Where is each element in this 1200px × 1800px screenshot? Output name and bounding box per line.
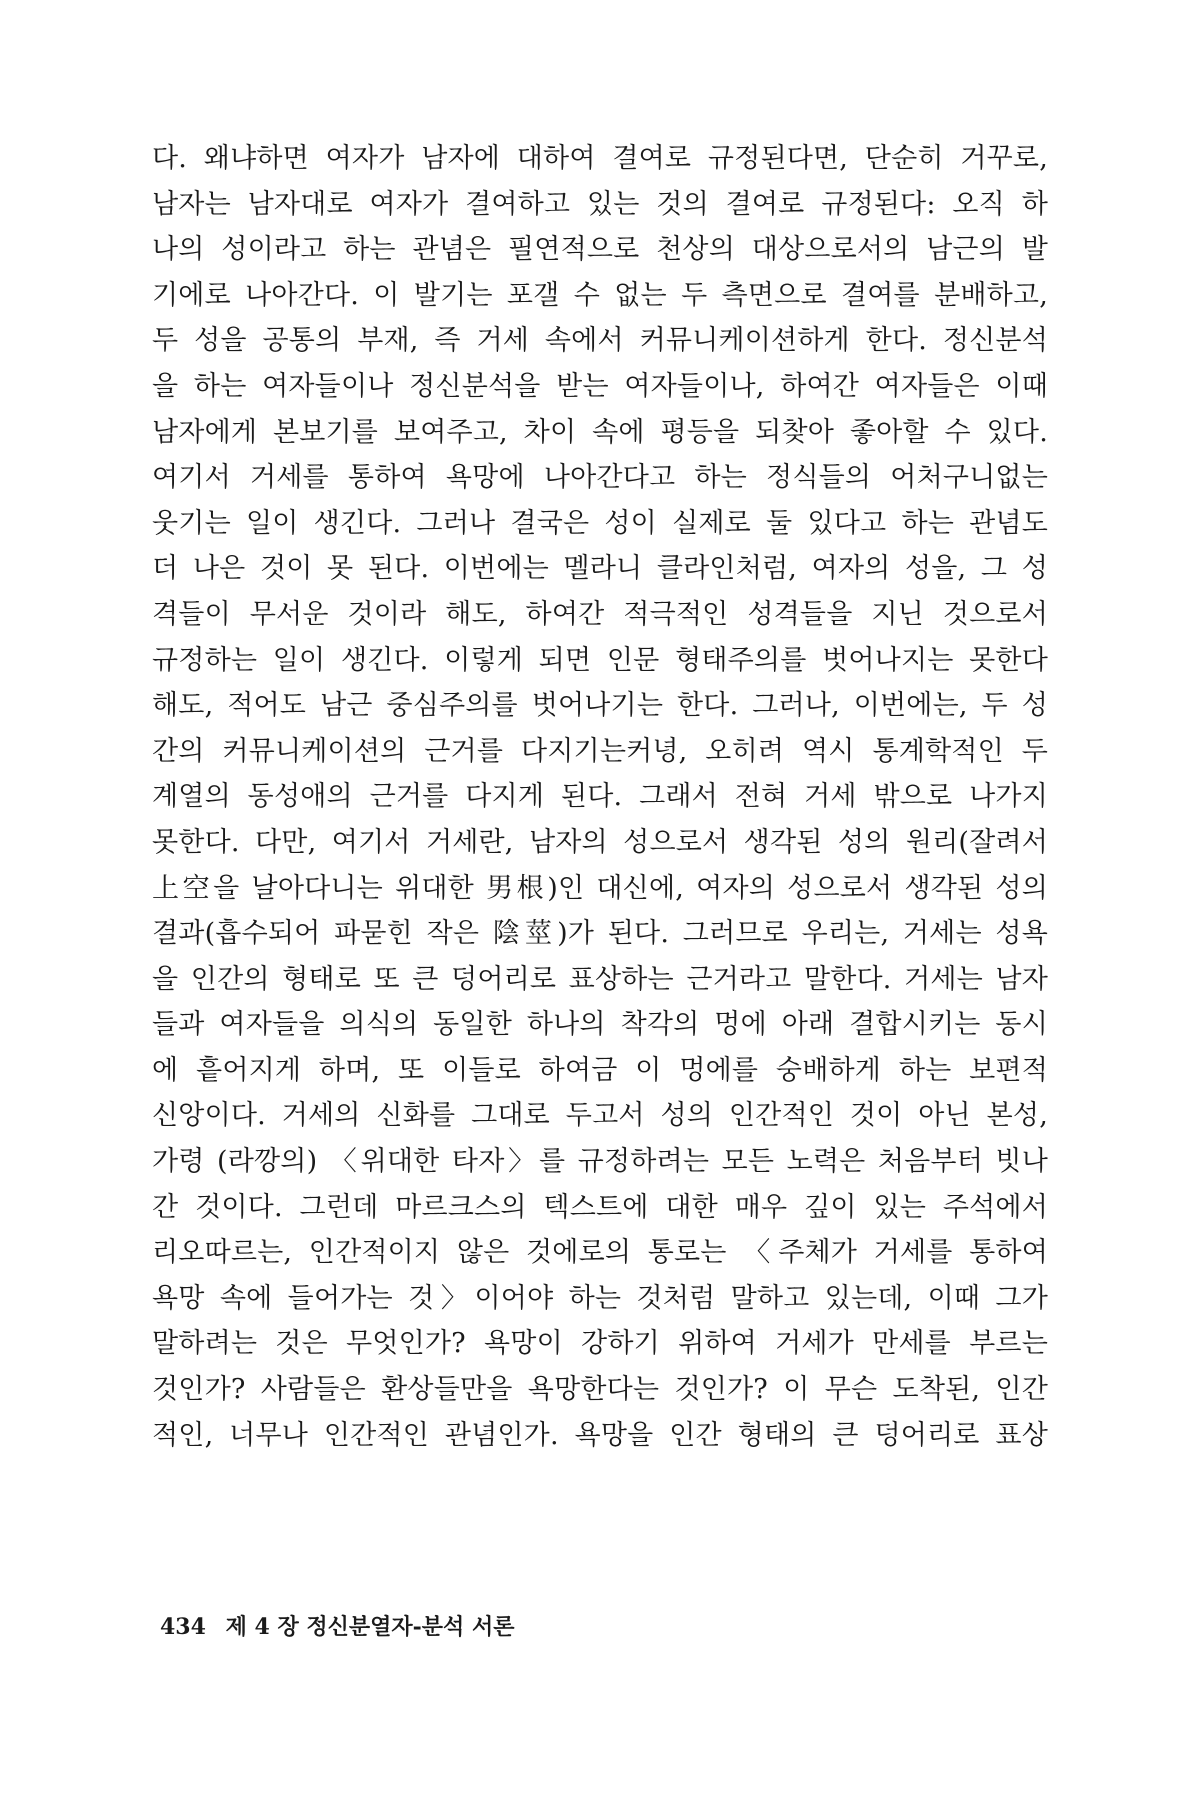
body-line: 두 성을 공통의 부재, 즉 거세 속에서 커뮤니케이션하게 한다. 정신분석	[152, 325, 1048, 357]
body-line: 남자에게 본보기를 보여주고, 차이 속에 평등을 되찾아 좋아할 수 있다.	[152, 416, 1048, 448]
page-number: 434	[160, 1614, 206, 1640]
body-line: 리오따르는, 인간적이지 않은 것에로의 통로는 〈주체가 거세를 통하여	[152, 1237, 1048, 1269]
body-line: 웃기는 일이 생긴다. 그러나 결국은 성이 실제로 둘 있다고 하는 관념도	[152, 507, 1048, 539]
body-line: 것인가? 사람들은 환상들만을 욕망한다는 것인가? 이 무슨 도착된, 인간	[152, 1374, 1048, 1406]
body-line: 에 흩어지게 하며, 또 이들로 하여금 이 멍에를 숭배하게 하는 보편적	[152, 1054, 1048, 1086]
body-line: 을 하는 여자들이나 정신분석을 받는 여자들이나, 하여간 여자들은 이때	[152, 370, 1048, 402]
body-line: 적인, 너무나 인간적인 관념인가. 욕망을 인간 형태의 큰 덩어리로 표상	[152, 1419, 1048, 1451]
body-line: 격들이 무서운 것이라 해도, 하여간 적극적인 성격들을 지닌 것으로서	[152, 598, 1048, 630]
body-line: 을 인간의 형태로 또 큰 덩어리로 표상하는 근거라고 말한다. 거세는 남자	[152, 963, 1048, 995]
body-line: 더 나은 것이 못 된다. 이번에는 멜라니 클라인처럼, 여자의 성을, 그 성	[152, 553, 1048, 585]
body-line: 들과 여자들을 의식의 동일한 하나의 착각의 멍에 아래 결합시키는 동시	[152, 1009, 1048, 1041]
body-line: 가령 (라깡의) 〈위대한 타자〉를 규정하려는 모든 노력은 처음부터 빗나	[152, 1146, 1048, 1178]
body-line: 나의 성이라고 하는 관념은 필연적으로 천상의 대상으로서의 남근의 발	[152, 234, 1048, 266]
body-line: 기에로 나아간다. 이 발기는 포갤 수 없는 두 측면으로 결여를 분배하고,	[152, 279, 1048, 311]
body-line: 남자는 남자대로 여자가 결여하고 있는 것의 결여로 규정된다: 오직 하	[152, 188, 1048, 220]
running-title: 제 4 장 정신분열자-분석 서론	[225, 1614, 515, 1640]
page-footer	[160, 1610, 514, 1641]
body-line: 여기서 거세를 통하여 욕망에 나아간다고 하는 정식들의 어처구니없는	[152, 462, 1048, 494]
body-line: 결과(흡수되어 파묻힌 작은 陰莖)가 된다. 그러므로 우리는, 거세는 성욕	[152, 918, 1048, 950]
body-line: 욕망 속에 들어가는 것〉이어야 하는 것처럼 말하고 있는데, 이때 그가	[152, 1282, 1048, 1314]
body-line: 계열의 동성애의 근거를 다지게 된다. 그래서 전혀 거세 밖으로 나가지	[152, 781, 1048, 813]
body-line: 다. 왜냐하면 여자가 남자에 대하여 결여로 규정된다면, 단순히 거꾸로,	[152, 143, 1048, 174]
body-line: 못한다. 다만, 여기서 거세란, 남자의 성으로서 생각된 성의 원리(잘려서	[152, 826, 1048, 858]
body-line: 말하려는 것은 무엇인가? 욕망이 강하기 위하여 거세가 만세를 부르는	[152, 1328, 1048, 1360]
body-line: 규정하는 일이 생긴다. 이렇게 되면 인문 형태주의를 벗어나지는 못한다	[152, 644, 1048, 676]
body-line: 간의 커뮤니케이션의 근거를 다지기는커녕, 오히려 역시 통계학적인 두	[152, 735, 1048, 767]
body-line: 해도, 적어도 남근 중심주의를 벗어나기는 한다. 그러나, 이번에는, 두 성	[152, 690, 1048, 722]
body-line: 간 것이다. 그런데 마르크스의 텍스트에 대한 매우 깊이 있는 주석에서	[152, 1191, 1048, 1223]
body-line: 上空을 날아다니는 위대한 男根)인 대신에, 여자의 성으로서 생각된 성의	[152, 872, 1048, 904]
body-text	[152, 136, 1048, 1458]
body-line: 신앙이다. 거세의 신화를 그대로 두고서 성의 인간적인 것이 아닌 본성,	[152, 1100, 1048, 1132]
